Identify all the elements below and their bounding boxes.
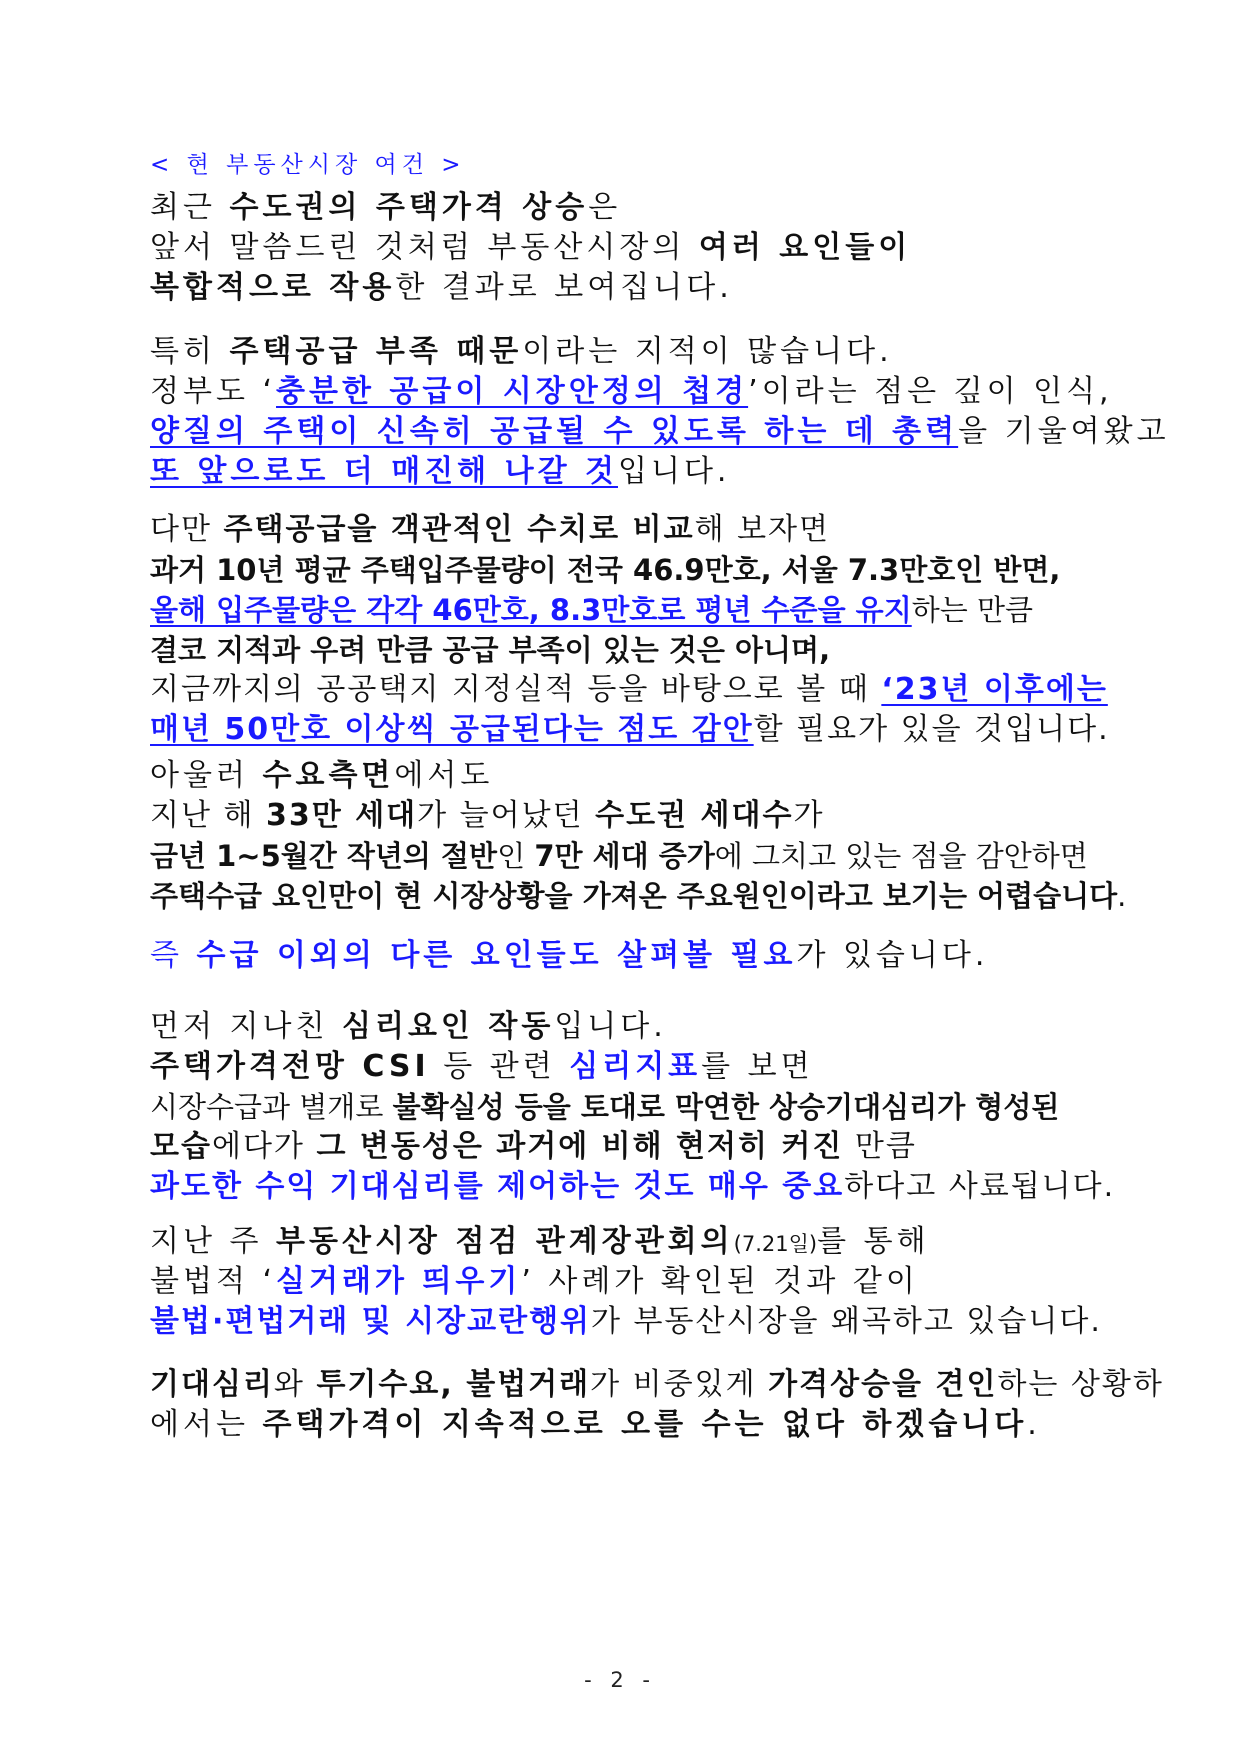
line: [150, 1222, 1100, 1262]
line: [150, 1302, 1100, 1342]
date-note: (7.21일): [733, 1232, 818, 1256]
text: 즉: [150, 938, 197, 973]
line: [150, 876, 1127, 916]
line: [150, 936, 1100, 976]
text-bold: 부동산시장 점검 관계장관회의: [276, 1224, 734, 1259]
paragraph-2: [150, 332, 1170, 492]
text-emphasis: 올해 입주물량은 각각 46만호, 8.3만호로 평년 수준을 유지: [150, 593, 912, 627]
text: 인: [497, 839, 535, 873]
text: 하다고 사료됩니다.: [844, 1169, 1116, 1204]
text-bold: 수요측면: [262, 758, 395, 793]
text: 를 보면: [701, 1049, 814, 1084]
text-bold: 주택가격전망 CSI: [150, 1049, 430, 1084]
text: 먼저 지나친: [150, 1009, 342, 1044]
paragraph-3: [150, 510, 1110, 750]
text-bold: 주택공급 부족 때문: [229, 334, 523, 369]
text-bold: 그 변동성은 과거에 비해 현저히 커진: [316, 1129, 844, 1164]
line: [150, 1262, 1100, 1302]
line: [150, 1405, 1100, 1445]
text-emphasis: 양질의 주택이 신속히 공급될 수 있도록 하는 데 총력: [150, 414, 959, 449]
text: 가 부동산시장을 왜곡하고 있습니다.: [591, 1304, 1102, 1339]
text: 이라는 지적이 많습니다.: [522, 334, 893, 369]
line: [150, 372, 1113, 412]
text: 입니다.: [554, 1009, 667, 1044]
text: 지난 주: [150, 1224, 277, 1259]
text: 은: [588, 190, 622, 225]
line: [150, 670, 1108, 710]
text: 할 필요가 있을 것입니다.: [753, 712, 1110, 747]
line: [150, 188, 1100, 228]
text-bold: 모습: [150, 1129, 212, 1164]
line: [150, 452, 1100, 492]
text: 를 통해: [817, 1224, 930, 1259]
text-bold: 금년 1~5월간 작년의 절반: [150, 839, 498, 873]
text-bold: 기대심리: [150, 1367, 274, 1402]
line: [150, 510, 1100, 550]
text: 아울러: [150, 758, 263, 793]
text-bold: 33만 세대: [266, 798, 418, 833]
text-emphasis: 또 앞으로도 더 매진해 나갈 것: [150, 454, 618, 489]
text-bold: 7만 세대 증가: [534, 839, 715, 873]
text: 시장수급과 별개로: [150, 1090, 393, 1124]
text: 하는 상황하: [997, 1367, 1164, 1402]
text: ’이라는 점은 깊이 인식,: [748, 374, 1113, 409]
text: 와: [273, 1367, 317, 1402]
paragraph-6: [150, 1007, 1116, 1207]
text-bold: 심리요인 작동: [341, 1009, 555, 1044]
text: 가: [793, 798, 825, 833]
text: 에서도: [394, 758, 494, 793]
text-bold: 주택수급 요인만이 현 시장상황을 가져온 주요원인이라고 보기는 어렵습니다: [150, 879, 1118, 913]
line: [150, 1007, 1100, 1047]
text-bold: 불확실성 등을 토대로 막연한 상승기대심리가 형성된: [392, 1090, 1060, 1124]
page-number: - 2 -: [584, 1668, 656, 1692]
text: 해 보자면: [694, 512, 831, 547]
text: 등 관련: [429, 1049, 570, 1084]
line: [150, 836, 1100, 876]
text-emphasis: 수급 이외의 다른 요인들도 살펴볼 필요: [196, 938, 797, 973]
paragraph-4: [150, 756, 1127, 916]
line: [150, 756, 1100, 796]
text-bold: 투기수요, 불법거래: [316, 1367, 591, 1402]
paragraph-1: [150, 188, 1100, 308]
text: .: [1027, 1407, 1041, 1442]
text: 앞서 말씀드린 것처럼 부동산시장의: [150, 230, 699, 265]
text-bold: 주택가격이 지속적으로 오를 수는 없다 하겠습니다: [262, 1407, 1028, 1442]
text-emphasis: ‘23년 이후에는: [881, 672, 1108, 707]
text-bold: 수도권의 주택가격 상승: [229, 190, 589, 225]
line: [150, 590, 1100, 630]
text-bold: 가격상승을 견인: [768, 1367, 998, 1402]
line: 과거 10년 평균 주택입주물량이 전국 46.9만호, 서울 7.3만호인 반면,: [150, 553, 1061, 587]
line: [150, 1087, 1100, 1127]
text-bold: 수도권 세대수: [595, 798, 794, 833]
text-emphasis: 충분한 공급이 시장안정의 첩경: [276, 374, 749, 409]
line: [150, 1167, 1116, 1207]
text: 가 비중있게: [590, 1367, 769, 1402]
line: [150, 710, 1110, 750]
line: [150, 228, 1100, 268]
text: 다만: [150, 512, 224, 547]
text-emphasis: 매년 50만호 이상씩 공급된다는 점도 감안: [150, 712, 754, 747]
text: ’ 사례가 확인된 것과 같이: [521, 1264, 919, 1299]
text: 에서는: [150, 1407, 263, 1442]
text: 특히: [150, 334, 230, 369]
text: .: [1117, 879, 1127, 913]
line: [150, 1127, 1100, 1167]
text: 에 그치고 있는 점을 감안하면: [714, 839, 1088, 873]
text-emphasis: 과도한 수익 기대심리를 제어하는 것도 매우 중요: [150, 1169, 845, 1204]
text: 불법적 ‘: [150, 1264, 277, 1299]
paragraph-5: [150, 936, 1100, 976]
line: [150, 796, 1100, 836]
text-emphasis: 불법·편법거래 및 시장교란행위: [150, 1304, 592, 1339]
text: 을 기울여왔고: [958, 414, 1170, 449]
text-bold: 주택공급을 객관적인 수치로 비교: [223, 512, 695, 547]
text-emphasis: 심리지표: [569, 1049, 702, 1084]
line: [150, 268, 1100, 308]
paragraph-7: [150, 1222, 1100, 1342]
text: 가 있습니다.: [796, 938, 989, 973]
text: 만큼: [843, 1129, 917, 1164]
line: [150, 1047, 1100, 1087]
text: 가 늘어났던: [417, 798, 596, 833]
text: 입니다.: [617, 454, 731, 489]
text: 에다가: [211, 1129, 317, 1164]
paragraph-8: [150, 1365, 1164, 1445]
text: 한 결과로 보여집니다.: [395, 270, 733, 305]
line: [150, 1365, 1164, 1405]
text: 지금까지의 공공택지 지정실적 등을 바탕으로 볼 때: [150, 672, 882, 707]
line: 결코 지적과 우려 만큼 공급 부족이 있는 것은 아니며,: [150, 633, 831, 667]
text: 정부도 ‘: [150, 374, 277, 409]
text: 지난 해: [150, 798, 267, 833]
text-bold: 여러 요인들이: [698, 230, 912, 265]
text: 하는 만큼: [911, 593, 1033, 627]
section-header: < 현 부동산시장 여건 >: [150, 152, 466, 178]
line: [150, 412, 1170, 452]
line: [150, 332, 1100, 372]
text-bold: 복합적으로 작용: [150, 270, 396, 305]
text-emphasis: 실거래가 띄우기: [276, 1264, 522, 1299]
text: 최근: [150, 190, 230, 225]
